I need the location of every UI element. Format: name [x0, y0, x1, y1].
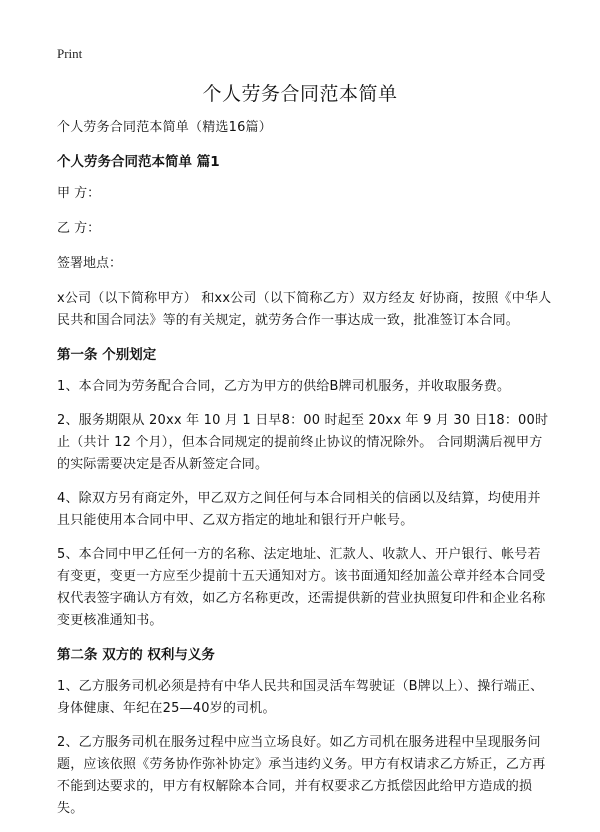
article-1-item: 5、本合同中甲乙任何一方的名称、法定地址、汇款人、收款人、开户银行、帐号若有变更，变更一方应至少提前十五天通知对方。该书面通知经加盖公章并经本合同受权代表签字确认方有效，如乙方名称更改，还需提供新的营业执照复印件和企业名称变更核准通知书。 — [57, 547, 546, 628]
article-1-heading: 第一条 个别划定 — [57, 347, 157, 363]
page-title: 个人劳务合同范本简单 — [202, 83, 398, 105]
article-1-item: 4、除双方另有商定外，甲乙双方之间任何与本合同相关的信函以及结算，均使用并且只能使用本合同中甲、乙双方指定的地址和银行开户帐号。 — [57, 491, 541, 528]
document-subtitle: 个人劳务合同范本简单（精选16篇） — [57, 120, 272, 135]
article-1-item: 1、本合同为劳务配合合同，乙方为甲方的供给B牌司机服务，并收取服务费。 — [57, 379, 511, 394]
document-body — [57, 117, 552, 832]
print-link[interactable]: Print — [57, 46, 83, 61]
party-a-field: 甲 方： — [57, 186, 101, 201]
section-title: 个人劳务合同范本简单 篇1 — [57, 154, 220, 170]
party-b-field: 乙 方： — [57, 221, 101, 236]
sign-place-field: 签署地点： — [57, 256, 123, 271]
article-2-item: 2、乙方服务司机在服务过程中应当立场良好。如乙方司机在服务进程中呈现服务问题，应该依照《劳务协作弥补协定》承当违约义务。甲方有权请求乙方矫正，乙方再不能到达要求的，甲方有权解除本合同，并有权要求乙方抵偿因此给甲方造成的损失。 — [57, 735, 546, 816]
article-1-item: 2、服务期限从 20xx 年 10 月 1 日早8：00 时起至 20xx 年 9 月 30 日18：00时止（共计 12 个月），但本合同规定的提前终止协议的情况除外。 合同期满后视甲方的实际需要决定是否从新签定合同。 — [57, 413, 549, 472]
article-2-heading: 第二条 双方的 权利与义务 — [57, 647, 215, 663]
article-2-item: 1、乙方服务司机必须是持有中华人民共和国灵活车驾驶证（B牌以上）、操行端正、身体健康、年纪在25—40岁的司机。 — [57, 679, 544, 716]
intro-paragraph: x公司（以下简称甲方） 和xx公司（以下简称乙方）双方经友 好协商，按照《中华人民共和国合同法》等的有关规定，就劳务合作一事达成一致，批准签订本合同。 — [57, 291, 552, 328]
